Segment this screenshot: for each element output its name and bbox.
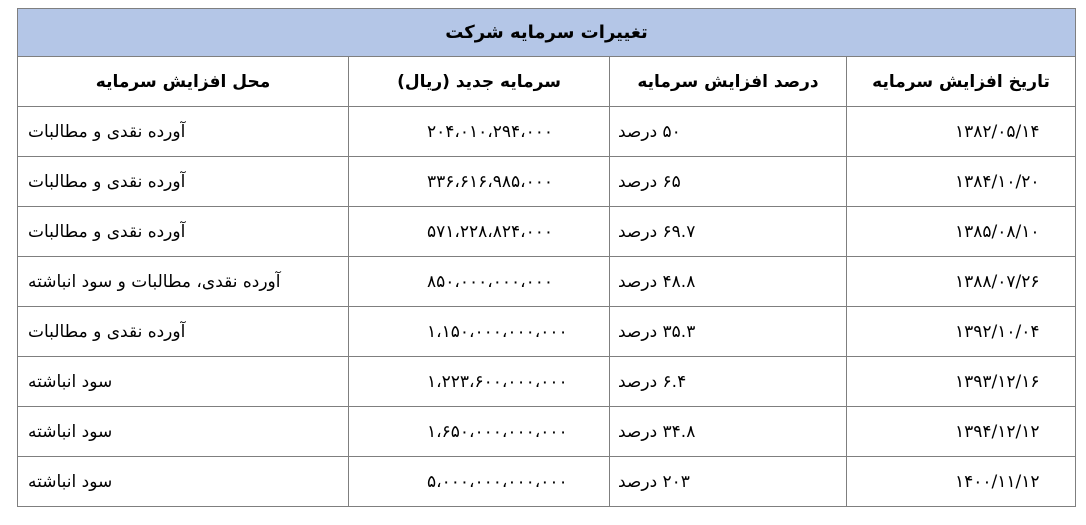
cell-date: ۱۳۸۲/۰۵/۱۴ <box>847 107 1076 157</box>
capital-changes-table <box>17 8 1076 507</box>
cell-date: ۱۳۹۴/۱۲/۱۲ <box>847 407 1076 457</box>
table-row <box>18 307 1076 357</box>
cell-percent: ۲۰۳ درصد <box>610 457 847 507</box>
cell-amount: ۳۳۶،۶۱۶،۹۸۵،۰۰۰ <box>349 157 610 207</box>
cell-percent: ۶۹.۷ درصد <box>610 207 847 257</box>
column-header-date: تاریخ افزایش سرمایه <box>847 57 1076 107</box>
cell-source: آورده نقدی و مطالبات <box>18 207 349 257</box>
table-row <box>18 157 1076 207</box>
cell-amount: ۸۵۰،۰۰۰،۰۰۰،۰۰۰ <box>349 257 610 307</box>
cell-amount: ۲۰۴،۰۱۰،۲۹۴،۰۰۰ <box>349 107 610 157</box>
cell-date: ۱۳۸۸/۰۷/۲۶ <box>847 257 1076 307</box>
column-header-source: محل افزایش سرمایه <box>18 57 349 107</box>
cell-date: ۱۳۹۳/۱۲/۱۶ <box>847 357 1076 407</box>
cell-date: ۱۴۰۰/۱۱/۱۲ <box>847 457 1076 507</box>
table-row <box>18 257 1076 307</box>
column-header-percent: درصد افزایش سرمایه <box>610 57 847 107</box>
table-row <box>18 457 1076 507</box>
cell-amount: ۵۷۱،۲۲۸،۸۲۴،۰۰۰ <box>349 207 610 257</box>
table-row <box>18 407 1076 457</box>
capital-changes-table-container <box>17 8 1075 507</box>
table-row <box>18 357 1076 407</box>
table-row <box>18 107 1076 157</box>
table-header-row <box>18 57 1076 107</box>
cell-source: آورده نقدی و مطالبات <box>18 157 349 207</box>
cell-source: آورده نقدی، مطالبات و سود انباشته <box>18 257 349 307</box>
table-title: تغییرات سرمایه شرکت <box>18 9 1076 57</box>
cell-percent: ۶.۴ درصد <box>610 357 847 407</box>
cell-source: آورده نقدی و مطالبات <box>18 307 349 357</box>
cell-percent: ۳۴.۸ درصد <box>610 407 847 457</box>
cell-source: سود انباشته <box>18 457 349 507</box>
column-header-amount: سرمایه جدید (ریال) <box>349 57 610 107</box>
cell-percent: ۴۸.۸ درصد <box>610 257 847 307</box>
cell-source: آورده نقدی و مطالبات <box>18 107 349 157</box>
cell-date: ۱۳۸۵/۰۸/۱۰ <box>847 207 1076 257</box>
cell-percent: ۵۰ درصد <box>610 107 847 157</box>
cell-percent: ۳۵.۳ درصد <box>610 307 847 357</box>
cell-date: ۱۳۸۴/۱۰/۲۰ <box>847 157 1076 207</box>
cell-amount: ۱،۱۵۰،۰۰۰،۰۰۰،۰۰۰ <box>349 307 610 357</box>
table-title-row <box>18 9 1076 57</box>
cell-amount: ۱،۲۲۳،۶۰۰،۰۰۰،۰۰۰ <box>349 357 610 407</box>
cell-source: سود انباشته <box>18 357 349 407</box>
cell-amount: ۱،۶۵۰،۰۰۰،۰۰۰،۰۰۰ <box>349 407 610 457</box>
cell-percent: ۶۵ درصد <box>610 157 847 207</box>
table-row <box>18 207 1076 257</box>
cell-date: ۱۳۹۲/۱۰/۰۴ <box>847 307 1076 357</box>
cell-source: سود انباشته <box>18 407 349 457</box>
cell-amount: ۵،۰۰۰،۰۰۰،۰۰۰،۰۰۰ <box>349 457 610 507</box>
